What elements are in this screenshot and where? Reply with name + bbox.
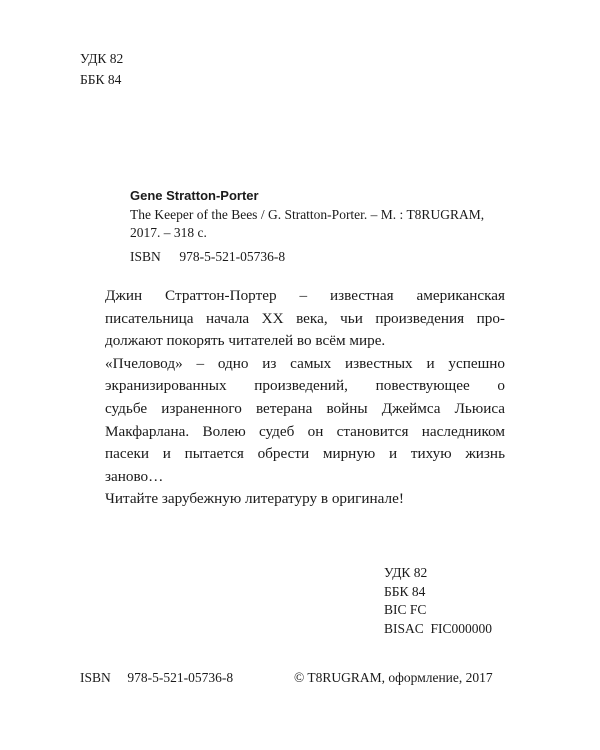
udk-code: УДК 82 [80,51,124,66]
isbn-bottom [80,670,233,686]
annotation-line: Макфарлана. Волею судеб он становится наследником [105,422,505,440]
annotation [105,285,505,511]
annotation-line: судьбе израненного ветерана войны Джеймса Льюиса [105,399,505,417]
annotation-line: Читайте зарубежную литературу в оригинале! [105,490,404,508]
annotation-line: экранизированных произведений, повествующее о [105,377,505,395]
bibliographic-line-2: 2017. – 318 c. [130,225,207,240]
bbk-code: ББК 84 [384,583,426,599]
annotation-line: пасеки и пытается обрести мирную и тихую жизнь [105,445,505,463]
copyright-notice: © T8RUGRAM, оформление, 2017 [294,670,493,685]
isbn-label: ISBN [130,249,161,264]
bisac-code: BISAC FIC000000 [384,620,493,636]
annotation-line: заново… [105,467,164,485]
bibliographic-line-1: The Keeper of the Bees / G. Stratton-Porter. – M. : T8RUGRAM, [130,207,485,222]
isbn-value: 978-5-521-05736-8 [179,249,286,264]
classification-bottom [384,564,492,638]
annotation-line: «Пчеловод» – одно из самых известных и успешно [105,354,505,372]
isbn-label: ISBN [80,670,111,685]
classification-top [80,48,123,90]
isbn-top [130,249,285,265]
udk-code: УДК 82 [384,565,428,580]
annotation-line: должают покорять читателей во всём мире. [105,332,386,350]
isbn-value: 978-5-521-05736-8 [127,670,234,685]
bibliographic-description [130,206,484,242]
author-name: Gene Stratton-Porter [130,188,259,203]
bbk-code: ББК 84 [80,72,122,87]
annotation-line: Джин Страттон-Портер – известная американская [105,287,505,304]
annotation-line: писательница начала XX века, чьи произведения про- [105,309,505,327]
bic-code: BIC FC [384,602,427,617]
